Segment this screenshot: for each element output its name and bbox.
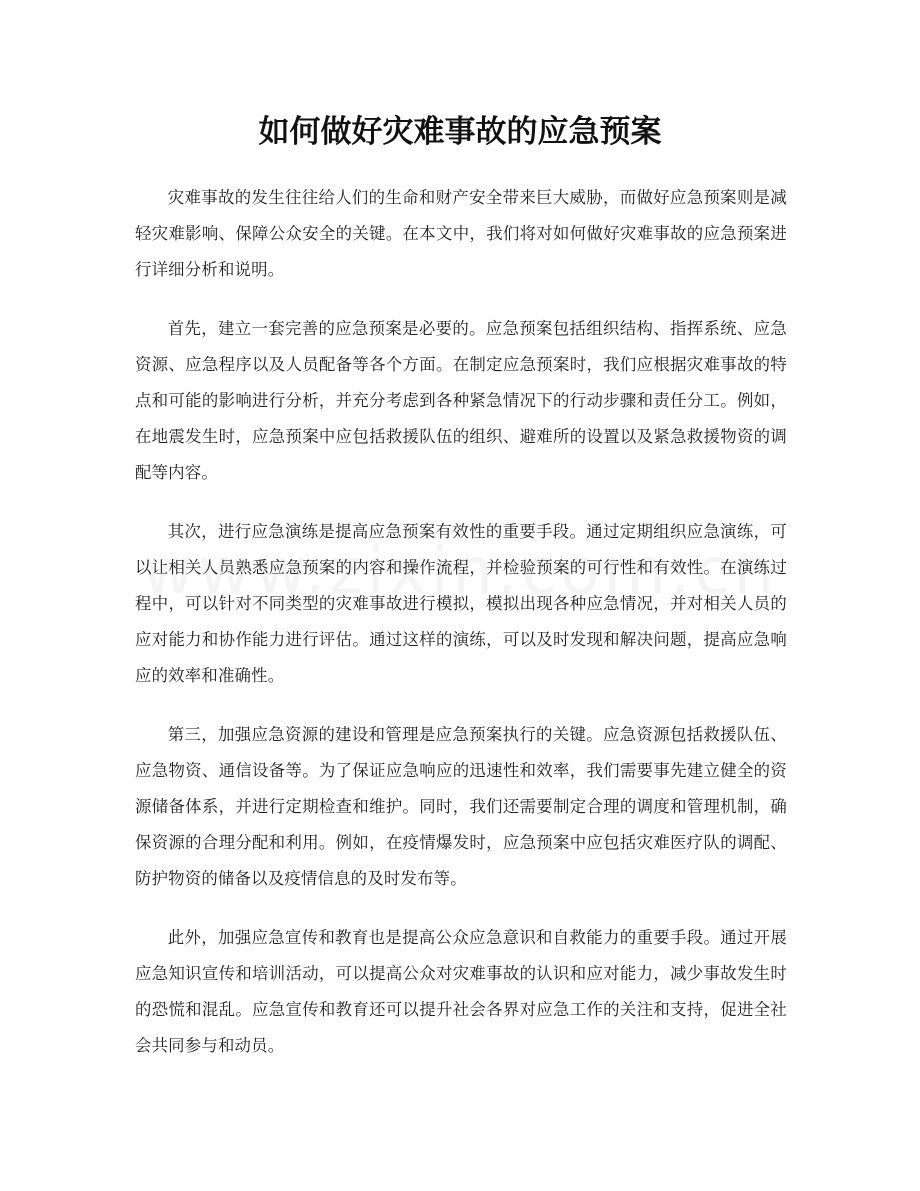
paragraph-first: 首先，建立一套完善的应急预案是必要的。应急预案包括组织结构、指挥系统、应急资源、应急程序以及人员配备等各个方面。在制定应急预案时，我们应根据灾难事故的特点和可能的影响进行分析，并充分考虑到各种紧急情况下的行动步骤和责任分工。例如，在地震发生时，应急预案中应包括救援队伍的组织、避难所的设置以及紧急救援物资的调配等内容。	[135, 318, 787, 483]
document-body	[135, 180, 787, 1086]
paragraph-second: 其次，进行应急演练是提高应急预案有效性的重要手段。通过定期组织应急演练，可以让相关人员熟悉应急预案的内容和操作流程，并检验预案的可行性和有效性。在演练过程中，可以针对不同类型的灾难事故进行模拟，模拟出现各种应急情况，并对相关人员的应对能力和协作能力进行评估。通过这样的演练，可以及时发现和解决问题，提高应急响应的效率和准确性。	[135, 521, 787, 686]
paragraph-additionally: 此外，加强应急宣传和教育也是提高公众应急意识和自救能力的重要手段。通过开展应急知识宣传和培训活动，可以提高公众对灾难事故的认识和应对能力，减少事故发生时的恐慌和混乱。应急宣传和教育还可以提升社会各界对应急工作的关注和支持，促进全社会共同参与和动员。	[135, 927, 787, 1056]
document-title: 如何做好灾难事故的应急预案	[258, 114, 662, 150]
paragraph-third: 第三，加强应急资源的建设和管理是应急预案执行的关键。应急资源包括救援队伍、应急物资、通信设备等。为了保证应急响应的迅速性和效率，我们需要事先建立健全的资源储备体系，并进行定期检查和维护。同时，我们还需要制定合理的调度和管理机制，确保资源的合理分配和利用。例如，在疫情爆发时，应急预案中应包括灾难医疗队的调配、防护物资的储备以及疫情信息的及时发布等。	[135, 724, 787, 889]
paragraph-intro: 灾难事故的发生往往给人们的生命和财产安全带来巨大威胁，而做好应急预案则是减轻灾难影响、保障公众安全的关键。在本文中，我们将对如何做好灾难事故的应急预案进行详细分析和说明。	[135, 188, 787, 280]
